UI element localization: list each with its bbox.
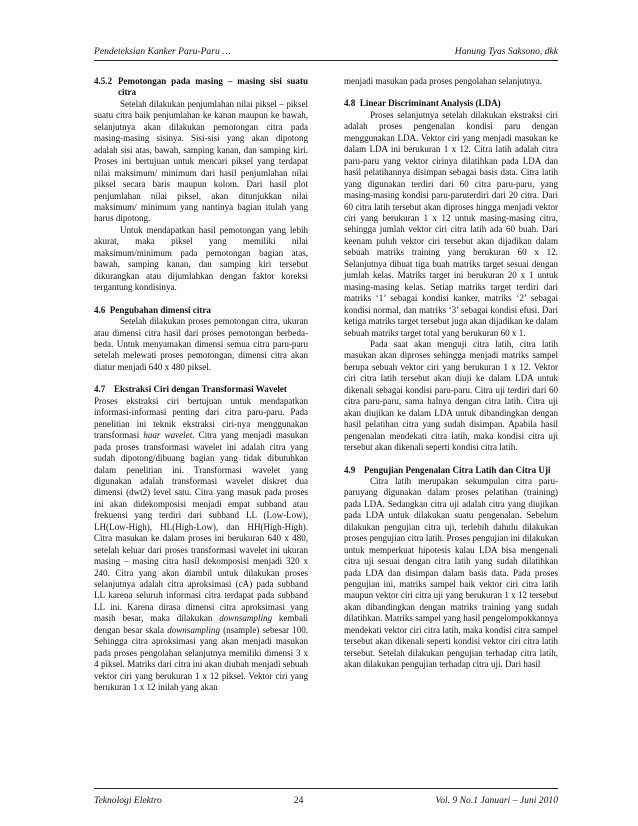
paragraph: Setelah dilakukan proses pemotongan citra, ukuran atau dimensi citra hasil dari proses pemotongan berbeda-beda. Untuk menyamakan dimensi semua citra paru-paru setelah melewati proses pemotongan, dimensi citra akan diatur menjadi 640 x 480 piksel. (94, 316, 308, 372)
paragraph: Proses ekstraksi ciri bertujuan untuk mendapatkan informasi-informasi penting dari citra paru-paru. Pada penelitian ini teknik ekstraksi ciri-nya menggunakan transformasi haar wavelet. Citra yang menjadi masukan pada proses transformasi wavelet ini adalah citra yang sudah dipotong/dibuang bagian yang tidak dibutuhkan dalam penelitian ini. Transformasi wavelet yang digunakan adalah transformasi wavelet diskret dua dimensi (dwt2) level satu. Citra yang masuk pada proses ini akan didekomposisi menjadi empat subband atau frekuensi yang terdiri dari subband LL (Low-Low), LH(Low-High), HL(High-Low), dan HH(High-High). Citra masukan ke dalam proses ini berukuran 640 x 480, setelah keluar dari proses transformasi wavelet ini ukuran masing – masing citra hasil dekomposisi menjadi 320 x 240. Citra yang akan diambil untuk dilakukan proses selanjutnya adalah citra aproksimasi (cA) pada subband LL karena seluruh informasi citra terdapat pada subband LL ini. Karena dirasa dimensi citra aproksimasi yang masih besar, maka dilakukan downsampling kembali dengan besar skala downsampling (nsample) sebesar 100. Sehingga citra aproksimasi yang akan menjadi masukan pada proses pengolahan selanjutnya memiliki dimensi 3 x 4 piksel. Matriks dari citra ini akan diubah menjadi sebuah vektor ciri yang berukuran 1 x 12 piksel. Vektor ciri yang berukuran 1 x 12 inilah yang akan (94, 395, 309, 693)
footer-issue: Vol. 9 No.1 Januari – Juni 2010 (435, 795, 558, 806)
section-heading-4-9: 4.9 Pengujian Pengenalan Citra Latih dan Citra Uji (344, 464, 551, 475)
paragraph: Proses selanjutnya setelah dilakukan ekstraksi ciri adalah proses pengenalan kondisi paru dengan menggunakan LDA. Vektor ciri yang menjadi masukan ke dalam LDA ini berukuran 1 x 12. Citra latih adalah citra paru-paru yang vektor cirinya dilatihkan pada LDA dan hasil pelatihannya disimpan sebagai basis data. Citra latih yang digunakan terdiri dari 60 citra paru-paru, yang masing-masing kondisi paru-paruterdiri dari 20 citra. Dari 60 citra latih tersebut akan diproses hingga menjadi vektor ciri yang berukuran 1 x 12 untuk masing-masing citra, sehingga jumlah vektor ciri citra latih ada 60 buah. Dari keenam puluh vektor ciri tersebut akan dijadikan dalam sebuah matriks training yang berukuran 60 x 12. Selanjutnya dibuat tiga buah matriks target sesuai dengan jumlah kelas. Matriks target ini berukuran 20 x 1 untuk masing-masing kelas. Setiap matriks target terdiri dari matriks ‘1’ sebagai kondisi kanker, matriks ‘2’ sebagai kondisi normal, dan matriks ‘3’ sebagai kondisi efusi. Dari ketiga matriks target tersebut juga akan dijadikan ke dalam sebuah matriks target total yang berukuran 60 x 1. (344, 109, 558, 338)
header-authors: Hanung Tyas Saksono, dkk (454, 46, 558, 57)
section-heading-4-7: 4.7 Ekstraksi Ciri dengan Transformasi Wavelet (94, 384, 287, 395)
footer-rule (94, 788, 558, 789)
header-rule (94, 60, 558, 61)
paragraph: Citra latih merupakan sekumpulan citra paru-paruyang digunakan dalam proses pelatihan (training) pada LDA. Sedangkan citra uji adalah citra yang diujikan pada LDA untuk dilakukan suatu pengenalan. Sebelum dilakukan pengujian citra uji, terlebih dahulu dilakukan proses pengujian citra latih. Proses pengujian ini dilakukan untuk memperkuat hipotesis kalau LDA bisa mengenali citra uji sesuai dengan citra latih yang sudah dilatihkan pada LDA dan disimpan dalam basis data. Pada proses pengujian ini, matriks sampel baik vektor ciri citra latih maupun vektor ciri citra uji yang berukuran 1 x 12 tersebut akan dibandingkan dengan matriks training yang sudah dilatihkan. Matriks sampel yang hasil pengelompokkannya mendekati vektor ciri citra latih, maka kondisi citra sampel tersebut akan dikenali seperti kondisi vektor ciri citra latih tersebut. Setelah dilakukan pengujian terhadap citra latih, akan dilakukan pengujian terhadap citra uji. Dari hasil (344, 475, 558, 670)
paragraph: Untuk mendapatkan hasil pemotongan yang lebih akurat, maka piksel yang memiliki nilai maksimum/minimum pada pemotongan bagian atas, bawah, samping kanan, dan samping kiri tersebut dikurangkan atau dijumlahkan dengan faktor koreksi tergantung kondisinya. (94, 224, 308, 293)
running-header (94, 46, 558, 57)
footer-journal: Teknologi Elektro (94, 795, 162, 806)
section-heading-4-6: 4.6 Pengubahan dimensi citra (94, 304, 211, 315)
paragraph: Setelah dilakukan penjumlahan nilai piksel – piksel suatu citra baik penjumlahan ke kanan maupun ke bawah, selanjutnya akan dilakukan pemotongan citra pada masing-masing sisinya. Sisi-sisi yang akan dipotong adalah sisi atas, bawah, samping kanan, dan samping kiri. Proses ini bertujuan untuk mencari piksel yang terdapat nilai maksimum/ minimum dari hasil penjumlahan nilai piksel secara baris maupun kolom. Dari hasil plot penjumlahan nilai piksel, akan ditunjukkan nilai maksimum/ minimum yang nantinya bagian itulah yang harus dipotong. (94, 98, 308, 224)
left-column (94, 76, 308, 694)
page-number: 24 (293, 795, 304, 806)
running-footer (94, 795, 558, 806)
section-heading-4-5-2: 4.5.2 Pemotongan pada masing – masing sisi suatu citra (94, 76, 308, 98)
section-heading-4-8: 4.8 Linear Discriminant Analysis (LDA) (344, 98, 501, 109)
right-column (344, 76, 558, 671)
header-title: Pendeteksian Kanker Paru-Paru … (94, 46, 231, 57)
paragraph: Pada saat akan menguji citra latih, citra latih masukan akan diproses sehingga menjadi matriks sampel berupa sebuah vektor ciri yang berukuran 1 x 12. Vektor ciri citra latih tersebut akan diuji ke dalam LDA untuk dikenali sebagai kondisi paru-paru. Citra uji terdiri dari 60 citra paru-paru, sama halnya dengan citra latih. Citra uji akan diujikan ke dalam LDA untuk dibandingkan dengan hasil pelatihan citra yang sudah disimpan. Apabila hasil pengenalan mendekati citra latih, maka kondisi citra uji tersebut akan dikenali seperti kondisi citra latih. (344, 338, 558, 453)
paragraph: menjadi masukan pada proses pengolahan selanjutnya. (344, 76, 542, 86)
